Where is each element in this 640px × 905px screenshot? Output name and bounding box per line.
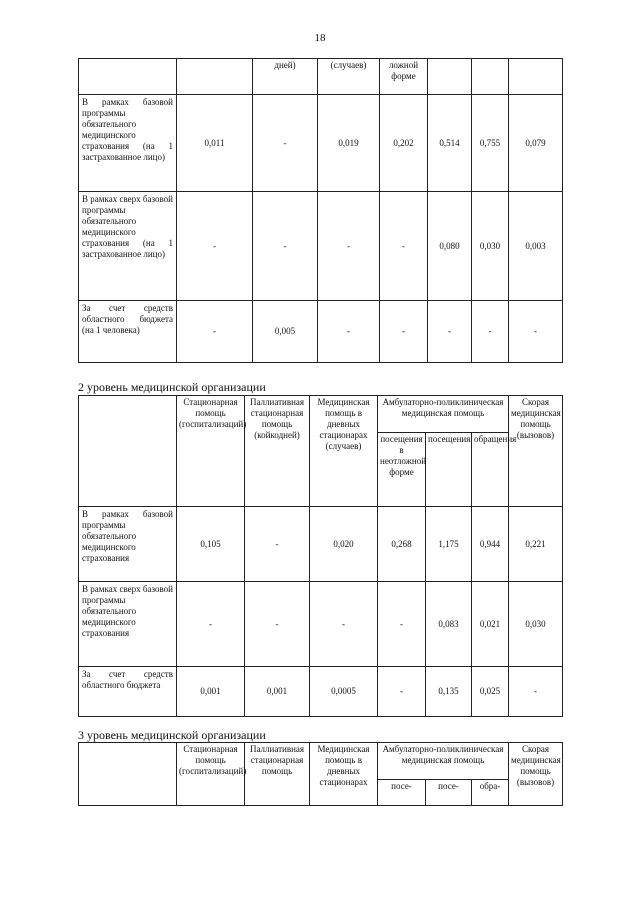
value-cell: - bbox=[378, 667, 426, 717]
header-inpatient: Стационарная помощь (госпитализаций) bbox=[177, 743, 245, 806]
table-row bbox=[79, 507, 563, 582]
table-row bbox=[79, 192, 563, 301]
header-amb-appeals: обра- bbox=[472, 780, 509, 806]
row-label: В рамках сверх базовой программы обязательного медицинского страхования bbox=[79, 582, 177, 667]
header-amb-visits: посе- bbox=[426, 780, 472, 806]
value-cell: - bbox=[380, 301, 428, 363]
continuation-header-cell bbox=[472, 59, 509, 95]
value-cell: - bbox=[253, 192, 318, 301]
level2-table bbox=[78, 395, 563, 717]
value-cell: 0,020 bbox=[310, 507, 378, 582]
value-cell: - bbox=[177, 192, 253, 301]
value-cell: 0,005 bbox=[253, 301, 318, 363]
value-cell: - bbox=[177, 301, 253, 363]
row-label: В рамках базовой программы обязательного медицинского страхования bbox=[79, 507, 177, 582]
value-cell: 0,003 bbox=[509, 192, 563, 301]
value-cell: 0,021 bbox=[472, 582, 509, 667]
header-inpatient: Стационарная помощь (госпитализаций) bbox=[177, 396, 245, 507]
header-ambulance: Скорая медицинская помощь (вызовов) bbox=[509, 396, 563, 507]
value-cell: 0,755 bbox=[472, 95, 509, 192]
row-label: В рамках базовой программы обязательного медицинского страхования (на 1 застрахованное лицо) bbox=[79, 95, 177, 192]
section-title-level3: 3 уровень медицинской организации bbox=[78, 728, 266, 742]
value-cell: - bbox=[378, 582, 426, 667]
value-cell: 0,025 bbox=[472, 667, 509, 717]
header-amb-nonurgent: посе- bbox=[378, 780, 426, 806]
value-cell: - bbox=[428, 301, 472, 363]
value-cell: 0,083 bbox=[426, 582, 472, 667]
table-row bbox=[79, 301, 563, 363]
row-label: За счет средств областного бюджета bbox=[79, 667, 177, 717]
table-row bbox=[79, 582, 563, 667]
row-label: За счет средств областного бюджета (на 1 человека) bbox=[79, 301, 177, 363]
page-number: 18 bbox=[314, 32, 326, 44]
value-cell: - bbox=[318, 192, 380, 301]
level3-table bbox=[78, 742, 563, 806]
header-day-hospital: Медицинская помощь в дневных стационарах (случаев) bbox=[310, 396, 378, 507]
value-cell: - bbox=[310, 582, 378, 667]
value-cell: - bbox=[380, 192, 428, 301]
value-cell: - bbox=[245, 582, 310, 667]
header-ambulance: Скорая медицинская помощь (вызовов) bbox=[509, 743, 563, 806]
value-cell: - bbox=[509, 667, 563, 717]
value-cell: 0,019 bbox=[318, 95, 380, 192]
table-row bbox=[79, 667, 563, 717]
value-cell: 0,011 bbox=[177, 95, 253, 192]
value-cell: 0,514 bbox=[428, 95, 472, 192]
header-amb-appeals: обращения bbox=[472, 433, 509, 507]
level1-table bbox=[78, 58, 563, 363]
value-cell: 0,202 bbox=[380, 95, 428, 192]
value-cell: - bbox=[253, 95, 318, 192]
continuation-header-cell: дней) bbox=[253, 59, 318, 95]
value-cell: 0,135 bbox=[426, 667, 472, 717]
value-cell: - bbox=[245, 507, 310, 582]
row-label: В рамках сверх базовой программы обязательного медицинского страхования (на 1 застрахованное лицо) bbox=[79, 192, 177, 301]
value-cell: - bbox=[177, 582, 245, 667]
header-day-hospital: Медицинская помощь в дневных стационарах bbox=[310, 743, 378, 806]
value-cell: 0,030 bbox=[472, 192, 509, 301]
header-palliative: Паллиативная стационарная помощь (койкодней) bbox=[245, 396, 310, 507]
section-title-level2: 2 уровень медицинской организации bbox=[78, 380, 266, 394]
header-ambulatory: Амбулаторно-поликлиническая медицинская помощь bbox=[378, 396, 509, 433]
continuation-header-cell: ложной форме bbox=[380, 59, 428, 95]
value-cell: 1,175 bbox=[426, 507, 472, 582]
value-cell: 0,001 bbox=[177, 667, 245, 717]
continuation-header-cell bbox=[428, 59, 472, 95]
value-cell: 0,079 bbox=[509, 95, 563, 192]
continuation-header-cell bbox=[79, 59, 177, 95]
continuation-header-cell: (случаев) bbox=[318, 59, 380, 95]
header-amb-nonurgent: посещения в неотложной форме bbox=[378, 433, 426, 507]
header-palliative: Паллиативная стационарная помощь bbox=[245, 743, 310, 806]
value-cell: 0,105 bbox=[177, 507, 245, 582]
value-cell: - bbox=[318, 301, 380, 363]
continuation-header-cell bbox=[177, 59, 253, 95]
header-amb-visits: посещения bbox=[426, 433, 472, 507]
value-cell: 0,268 bbox=[378, 507, 426, 582]
value-cell: 0,080 bbox=[428, 192, 472, 301]
value-cell: 0,0005 bbox=[310, 667, 378, 717]
value-cell: 0,001 bbox=[245, 667, 310, 717]
header-blank bbox=[79, 743, 177, 806]
value-cell: - bbox=[472, 301, 509, 363]
value-cell: 0,944 bbox=[472, 507, 509, 582]
value-cell: 0,030 bbox=[509, 582, 563, 667]
value-cell: 0,221 bbox=[509, 507, 563, 582]
value-cell: - bbox=[509, 301, 563, 363]
header-ambulatory: Амбулаторно-поликлиническая медицинская помощь bbox=[378, 743, 509, 780]
continuation-header-cell bbox=[509, 59, 563, 95]
header-blank bbox=[79, 396, 177, 507]
table-row bbox=[79, 95, 563, 192]
